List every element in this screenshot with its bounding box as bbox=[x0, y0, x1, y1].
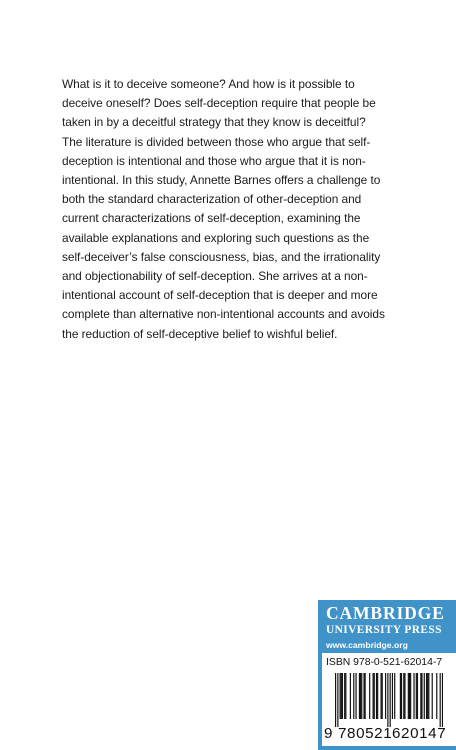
barcode-bar bbox=[350, 673, 351, 719]
blurb-line: deceive oneself? Does self-deception require that people be bbox=[62, 96, 376, 111]
ean-digits bbox=[322, 725, 456, 743]
barcode-bar bbox=[340, 673, 341, 719]
barcode-bar bbox=[409, 673, 410, 719]
barcode-bar bbox=[416, 673, 417, 719]
barcode-bar bbox=[376, 673, 377, 719]
back-cover-blurb bbox=[62, 75, 402, 344]
publisher-name: CAMBRIDGE bbox=[326, 603, 445, 623]
barcode-bar bbox=[382, 673, 383, 719]
barcode-bar bbox=[442, 673, 443, 727]
blurb-line: intentional. In this study, Annette Barnes offers a challenge to bbox=[62, 173, 381, 188]
barcode-bar bbox=[417, 673, 418, 719]
barcode-bar bbox=[335, 673, 336, 727]
barcode-bar bbox=[404, 673, 405, 719]
barcode-bar bbox=[436, 673, 437, 719]
blurb-line: the reduction of self-deceptive belief to wishful belief. bbox=[62, 326, 338, 341]
barcode-bar bbox=[363, 673, 364, 719]
barcode-bar bbox=[392, 673, 393, 719]
barcode-bar bbox=[365, 673, 366, 719]
barcode-bar bbox=[428, 673, 429, 719]
barcode-bar bbox=[342, 673, 343, 719]
barcode-bar bbox=[341, 673, 342, 719]
ean-first-digit: 9 bbox=[324, 725, 333, 742]
blurb-line: What is it to deceive someone? And how is it possible to bbox=[62, 77, 355, 91]
blurb-line: taken in by a deceitful strategy that they know is deceitful? bbox=[62, 115, 366, 130]
publisher-subtitle: UNIVERSITY PRESS bbox=[326, 624, 442, 636]
barcode-bar bbox=[369, 673, 370, 719]
barcode-bar bbox=[374, 673, 375, 719]
barcode-bar bbox=[361, 673, 362, 719]
blurb-line: and objectionability of self-deception. She arrives at a non- bbox=[62, 269, 368, 284]
barcode-bar bbox=[380, 673, 381, 719]
isbn-label: ISBN 978-0-521-62014-7 bbox=[326, 657, 443, 668]
barcode-bar bbox=[421, 673, 422, 719]
barcode-bar bbox=[432, 673, 433, 719]
barcode-bar bbox=[410, 673, 411, 719]
barcode-bar bbox=[408, 673, 409, 719]
barcode-block bbox=[322, 653, 456, 746]
ean-right-group: 620147 bbox=[392, 725, 447, 742]
blurb-line: available explanations and exploring such questions as the bbox=[62, 230, 370, 245]
barcode-bar bbox=[413, 673, 414, 719]
blurb-line: self-deceiver’s false consciousness, bias, and the irrationality bbox=[62, 249, 381, 264]
barcode-bar bbox=[403, 673, 404, 719]
barcode-bar bbox=[400, 673, 401, 719]
barcode-icon bbox=[335, 673, 443, 727]
barcode-bar bbox=[337, 673, 338, 727]
barcode-bar bbox=[426, 673, 427, 719]
blurb-line: The literature is divided between those who argue that self- bbox=[62, 134, 371, 149]
barcode-bar bbox=[344, 673, 345, 719]
barcode-bar bbox=[440, 673, 441, 727]
barcode-bar bbox=[360, 673, 361, 719]
publisher-url: www.cambridge.org bbox=[326, 640, 408, 650]
barcode-bar bbox=[377, 673, 378, 719]
barcode-bar bbox=[359, 673, 360, 719]
barcode-bar bbox=[387, 673, 388, 727]
barcode-bar bbox=[345, 673, 346, 719]
barcode-bar bbox=[427, 673, 428, 719]
barcode-bar bbox=[420, 673, 421, 719]
barcode-bar bbox=[353, 673, 354, 719]
blurb-line: complete than alternative non-intentional accounts and avoids bbox=[62, 307, 385, 322]
barcode-bar bbox=[394, 673, 395, 719]
blurb-line: deception is intentional and those who argue that it is non- bbox=[62, 153, 366, 168]
barcode-bar bbox=[385, 673, 386, 719]
barcode-bar bbox=[424, 673, 425, 719]
ean-left-group: 780521 bbox=[338, 725, 393, 742]
blurb-line: current characterizations of self-deception, examining the bbox=[62, 211, 361, 226]
barcode-bar bbox=[373, 673, 374, 719]
blurb-line: both the standard characterization of other-deception and bbox=[62, 192, 362, 207]
blurb-line: intentional account of self-deception that is deeper and more bbox=[62, 288, 378, 303]
barcode-bar bbox=[390, 673, 391, 727]
barcode-bar bbox=[401, 673, 402, 719]
barcode-bar bbox=[355, 673, 356, 719]
